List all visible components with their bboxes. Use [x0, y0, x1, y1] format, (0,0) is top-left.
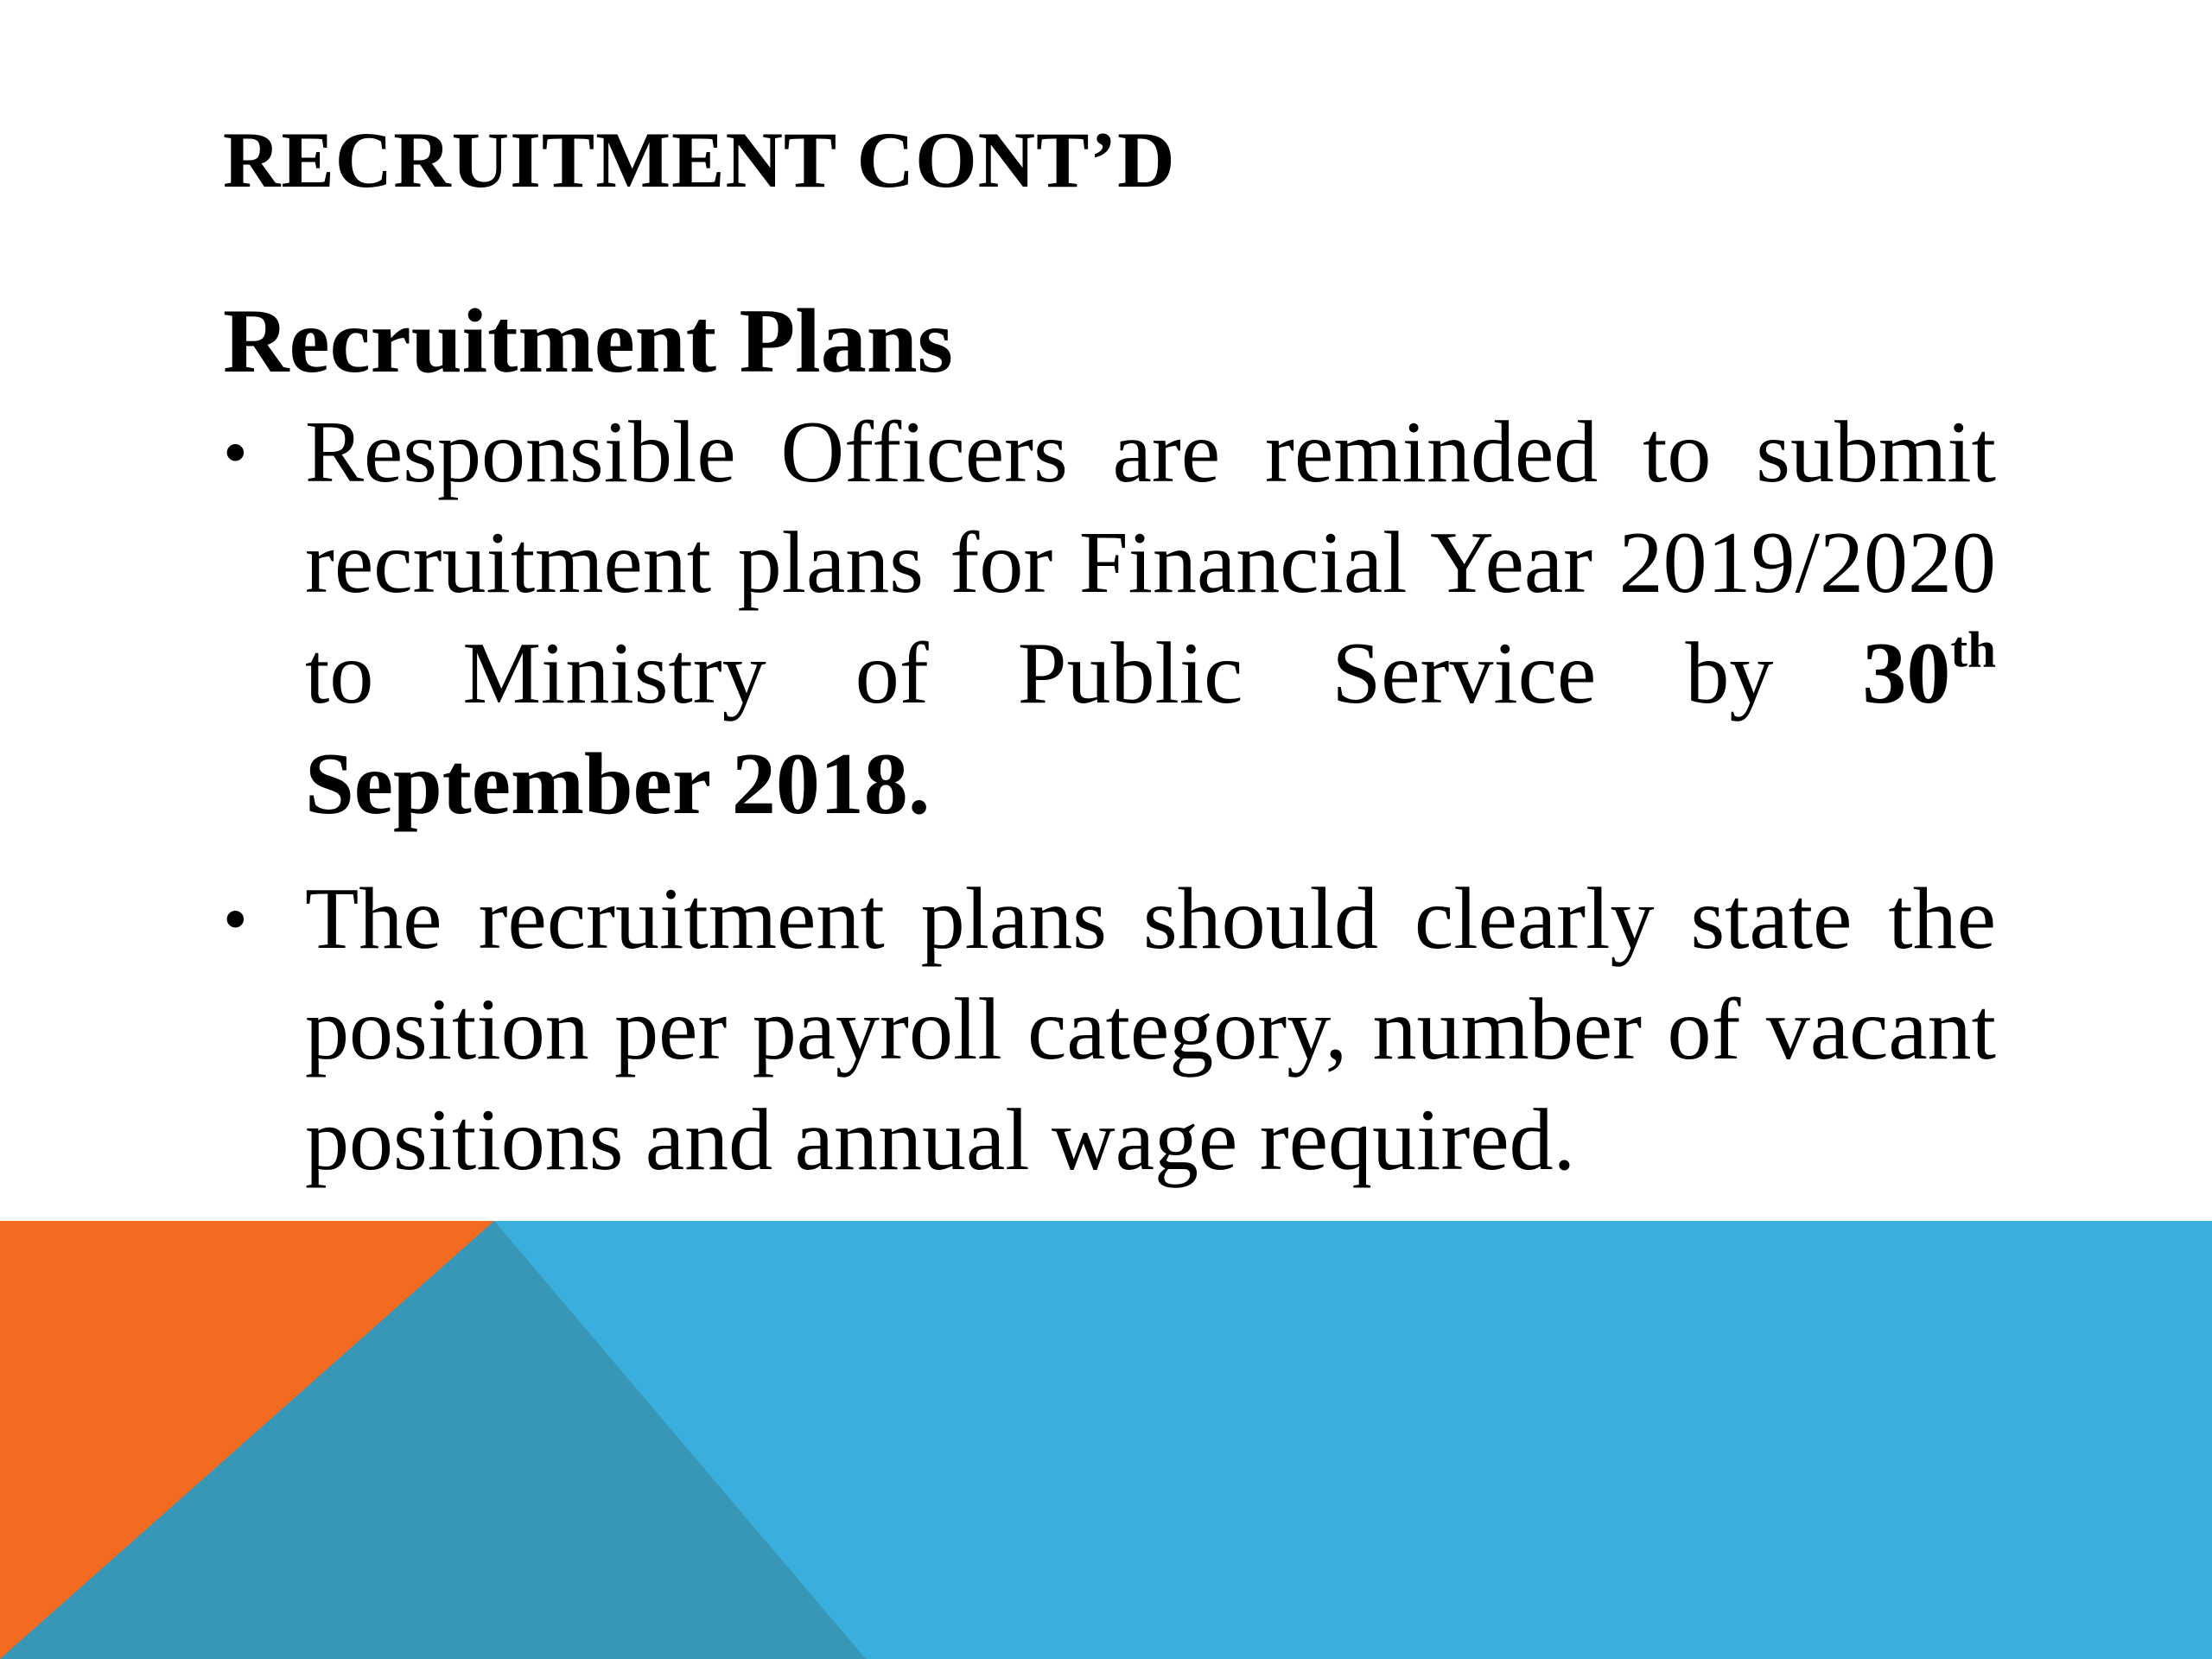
bullet-item [223, 397, 1996, 840]
slide-title: RECRUITMENT CONT’D [223, 116, 1176, 204]
slide-body [223, 285, 1996, 1196]
decorative-shapes [0, 1221, 2212, 1659]
bullet-dot-icon: • [223, 880, 248, 958]
bullet-dot-icon: • [223, 413, 248, 492]
bullet-list [223, 397, 1996, 1196]
deadline-day: 30 [1862, 625, 1951, 722]
bullet-text: The recruitment plans should clearly state the position per payroll category, number of vacant positions and annual wage required. [305, 870, 1996, 1189]
bullet-text [305, 397, 1996, 840]
deadline-ordinal-suffix: th [1950, 620, 1996, 678]
deadline-rest: September 2018. [305, 735, 931, 833]
bullet-body: Responsible Officers are reminded to submit recruitment plans for Financial Year 2019/2020 to Ministry of Public Service by [305, 404, 1996, 722]
section-heading: Recruitment Plans [223, 290, 953, 391]
bullet-item [223, 864, 1996, 1196]
